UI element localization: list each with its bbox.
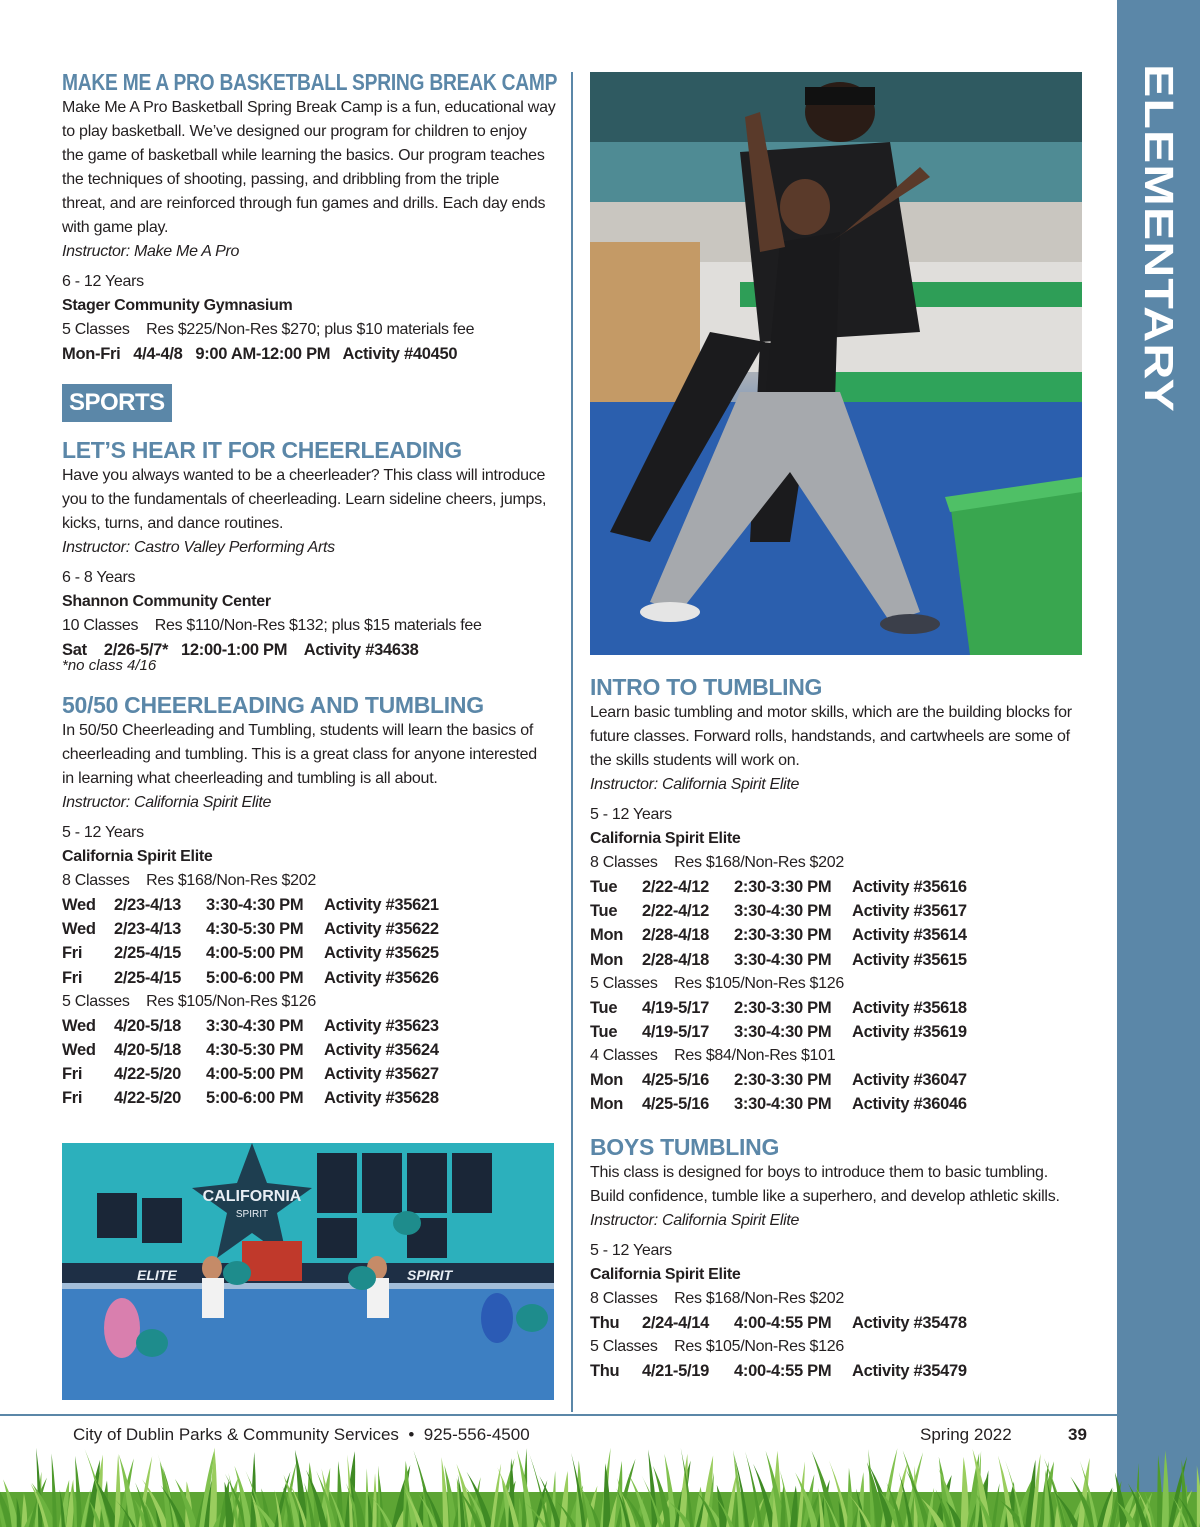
schedule-dates: 2/28-4/18 xyxy=(642,926,710,945)
boys-description: This class is designed for boys to introduce them to basic tumbling. Build confidence, tumble like a superhero, and develop athletic skills. xyxy=(590,1163,1060,1205)
schedule-row xyxy=(62,1086,557,1110)
sidebar-title: ELEMENTARY xyxy=(1135,63,1182,413)
schedule-dates: 4/20-5/18 xyxy=(114,1041,182,1060)
schedule-row xyxy=(62,1014,557,1038)
intro-fee-1: 8 Classes Res $168/Non-Res $202 xyxy=(590,854,844,871)
fifty-description: In 50/50 Cheerleading and Tumbling, students will learn the basics of cheerleading and tumbling. This is a great class for anyone interested in learning what cheerleading and tumbling is all about. xyxy=(62,722,537,787)
camp-title: MAKE ME A PRO BASKETBALL SPRING BREAK CAMP xyxy=(62,69,558,95)
schedule-time: 4:00-4:55 PM xyxy=(734,1313,832,1332)
grass-blade xyxy=(115,1454,121,1527)
schedule-dates: 2/25-4/15 xyxy=(114,968,182,987)
banner-sub: SPIRIT xyxy=(235,1209,269,1220)
schedule-dates: 4/25-5/16 xyxy=(642,1071,710,1090)
intro-ages: 5 - 12 Years xyxy=(590,806,672,823)
schedule-day: Thu xyxy=(590,1361,620,1380)
schedule-time: 4:30-5:30 PM xyxy=(206,920,304,939)
schedule-day: Fri xyxy=(62,968,83,987)
cheer-description: Have you always wanted to be a cheerleader? This class will introduce you to the fundamentals of cheerleading. Learn sideline cheers, jumps, kicks, turns, and dance routines. xyxy=(62,467,547,532)
fifty-section xyxy=(62,691,557,1111)
schedule-dates: 4/22-5/20 xyxy=(114,1089,182,1108)
schedule-time: 2:30-3:30 PM xyxy=(734,998,832,1017)
boys-title: BOYS TUMBLING xyxy=(590,1133,780,1160)
schedule-row xyxy=(590,899,1085,923)
fifty-schedule-1 xyxy=(62,893,557,990)
schedule-row xyxy=(590,1020,1085,1044)
schedule-day: Fri xyxy=(62,944,83,963)
schedule-act: Activity #35627 xyxy=(324,1065,439,1084)
left-column xyxy=(62,68,557,1119)
intro-fee-3: 4 Classes Res $84/Non-Res $101 xyxy=(590,1047,836,1065)
page-number: 39 xyxy=(1068,1425,1087,1444)
wall-text-right: SPIRIT xyxy=(407,1267,453,1283)
camp-description: Make Me A Pro Basketball Spring Break Camp is a fun, educational way to play basketball. We’ve designed our program for children to enjoy the game of basketball while learning the basics. Our program teaches the techniques of shooting, passing, and dribbling from the triple threat, and are reinforced through fun games and drills. Each day ends with game play. xyxy=(62,99,556,236)
camp-section xyxy=(62,68,557,366)
schedule-row xyxy=(62,966,557,990)
schedule-day: Tue xyxy=(590,878,618,896)
grass-decoration xyxy=(0,1447,1200,1527)
schedule-act: Activity #35616 xyxy=(852,878,967,896)
schedule-time: 4:00-5:00 PM xyxy=(206,944,304,963)
cheer-ages: 6 - 8 Years xyxy=(62,569,136,586)
schedule-time: 3:30-4:30 PM xyxy=(734,902,832,921)
camp-location: Stager Community Gymnasium xyxy=(62,297,293,314)
schedule-day: Fri xyxy=(62,1065,83,1084)
grass-blade xyxy=(847,1468,853,1527)
schedule-act: Activity #35624 xyxy=(324,1041,439,1060)
schedule-day: Wed xyxy=(62,1016,96,1035)
schedule-row xyxy=(62,893,557,917)
footer-season: Spring 2022 xyxy=(920,1425,1012,1444)
wall-text-left: ELITE xyxy=(137,1267,177,1283)
banner-text: CALIFORNIA xyxy=(202,1188,302,1205)
schedule-time: 5:00-6:00 PM xyxy=(206,1089,304,1108)
fifty-schedule-2 xyxy=(62,1014,557,1111)
schedule-act: Activity #35479 xyxy=(852,1361,967,1380)
fifty-fee-2: 5 Classes Res $105/Non-Res $126 xyxy=(62,992,316,1010)
schedule-day: Tue xyxy=(590,1023,618,1042)
schedule-row xyxy=(590,948,1085,972)
boys-section xyxy=(590,1133,1085,1383)
intro-section xyxy=(590,673,1085,1117)
camp-fee: 5 Classes Res $225/Non-Res $270; plus $10 materials fee xyxy=(62,321,475,338)
boys-location: California Spirit Elite xyxy=(590,1265,741,1283)
intro-schedule-3 xyxy=(590,1068,1085,1116)
schedule-time: 4:00-5:00 PM xyxy=(206,1065,304,1084)
grass-blade xyxy=(1157,1455,1163,1527)
schedule-dates: 2/28-4/18 xyxy=(642,950,710,969)
intro-schedule-1 xyxy=(590,875,1085,972)
schedule-time: 4:30-5:30 PM xyxy=(206,1041,304,1060)
grass-blade xyxy=(1162,1450,1169,1527)
grass-blade xyxy=(961,1457,969,1527)
fifty-fee-1: 8 Classes Res $168/Non-Res $202 xyxy=(62,872,316,889)
boys-schedule-2 xyxy=(590,1359,1085,1383)
schedule-day: Thu xyxy=(590,1313,620,1332)
boys-ages: 5 - 12 Years xyxy=(590,1241,672,1259)
schedule-row xyxy=(590,996,1085,1020)
schedule-act: Activity #35615 xyxy=(852,950,967,969)
fifty-location: California Spirit Elite xyxy=(62,848,213,865)
cheer-schedule: Sat 2/26-5/7* 12:00-1:00 PM Activity #34638 xyxy=(62,641,419,659)
schedule-act: Activity #35617 xyxy=(852,902,967,921)
schedule-row xyxy=(590,1092,1085,1116)
schedule-time: 2:30-3:30 PM xyxy=(734,878,832,896)
schedule-dates: 4/19-5/17 xyxy=(642,998,710,1017)
schedule-time: 2:30-3:30 PM xyxy=(734,1071,832,1090)
schedule-act: Activity #35619 xyxy=(852,1023,967,1042)
cheer-section xyxy=(62,436,557,673)
schedule-day: Wed xyxy=(62,920,96,939)
schedule-act: Activity #35478 xyxy=(852,1313,967,1332)
intro-schedule-2 xyxy=(590,996,1085,1044)
schedule-act: Activity #35626 xyxy=(324,968,439,987)
schedule-row xyxy=(590,1359,1085,1383)
schedule-day: Wed xyxy=(62,1041,96,1060)
schedule-time: 3:30-4:30 PM xyxy=(206,1016,304,1035)
schedule-day: Mon xyxy=(590,1071,624,1090)
right-column xyxy=(590,673,1085,1391)
camp-instructor: Instructor: Make Me A Pro xyxy=(62,243,240,260)
intro-fee-2: 5 Classes Res $105/Non-Res $126 xyxy=(590,974,844,992)
fifty-ages: 5 - 12 Years xyxy=(62,824,144,841)
schedule-time: 3:30-4:30 PM xyxy=(206,896,304,914)
schedule-time: 5:00-6:00 PM xyxy=(206,968,304,987)
footer-rule xyxy=(0,1414,1117,1416)
cheer-note: *no class 4/16 xyxy=(62,657,157,674)
sports-badge: SPORTS xyxy=(62,384,172,422)
schedule-dates: 2/23-4/13 xyxy=(114,896,182,914)
cheer-instructor: Instructor: Castro Valley Performing Arts xyxy=(62,539,335,556)
camp-ages: 6 - 12 Years xyxy=(62,273,144,290)
schedule-row xyxy=(590,923,1085,947)
cheer-photo xyxy=(62,1143,554,1400)
schedule-day: Mon xyxy=(590,950,624,969)
column-divider xyxy=(571,72,573,1412)
schedule-day: Mon xyxy=(590,1095,624,1114)
cheer-title: LET’S HEAR IT FOR CHEERLEADING xyxy=(62,437,462,463)
tumbling-photo xyxy=(590,72,1082,655)
cheer-photo-illustration xyxy=(62,1143,554,1400)
schedule-act: Activity #35628 xyxy=(324,1089,439,1108)
intro-description: Learn basic tumbling and motor skills, which are the building blocks for future classes. Forward rolls, handstands, and cartwheels are some of the skills students will work on. xyxy=(590,704,1072,769)
footer-org: City of Dublin Parks & Community Services • 925-556-4500 xyxy=(73,1425,530,1444)
intro-title: INTRO TO TUMBLING xyxy=(590,674,823,700)
schedule-day: Mon xyxy=(590,926,624,945)
schedule-dates: 4/20-5/18 xyxy=(114,1016,182,1035)
boys-instructor: Instructor: California Spirit Elite xyxy=(590,1211,800,1229)
schedule-dates: 2/25-4/15 xyxy=(114,944,182,963)
grass-blade xyxy=(603,1463,610,1527)
camp-schedule: Mon-Fri 4/4-4/8 9:00 AM-12:00 PM Activity #40450 xyxy=(62,345,458,363)
schedule-act: Activity #35622 xyxy=(324,920,439,939)
schedule-row xyxy=(590,875,1085,899)
schedule-act: Activity #36046 xyxy=(852,1095,967,1114)
intro-instructor: Instructor: California Spirit Elite xyxy=(590,776,800,793)
schedule-dates: 2/22-4/12 xyxy=(642,902,710,921)
boys-schedule-1 xyxy=(590,1311,1085,1335)
cheer-location: Shannon Community Center xyxy=(62,593,271,610)
schedule-act: Activity #36047 xyxy=(852,1071,967,1090)
schedule-act: Activity #35625 xyxy=(324,944,439,963)
schedule-act: Activity #35618 xyxy=(852,998,967,1017)
schedule-dates: 2/23-4/13 xyxy=(114,920,182,939)
schedule-day: Tue xyxy=(590,902,618,921)
cheer-fee: 10 Classes Res $110/Non-Res $132; plus $15 materials fee xyxy=(62,617,482,634)
schedule-row xyxy=(62,1062,557,1086)
schedule-dates: 4/25-5/16 xyxy=(642,1095,710,1114)
schedule-dates: 2/22-4/12 xyxy=(642,878,710,896)
schedule-time: 3:30-4:30 PM xyxy=(734,1023,832,1042)
schedule-row xyxy=(62,917,557,941)
fifty-title: 50/50 CHEERLEADING AND TUMBLING xyxy=(62,692,484,718)
schedule-time: 2:30-3:30 PM xyxy=(734,926,832,945)
tumbling-photo-illustration xyxy=(590,72,1082,655)
boys-fee-1: 8 Classes Res $168/Non-Res $202 xyxy=(590,1289,844,1307)
schedule-dates: 4/22-5/20 xyxy=(114,1065,182,1084)
schedule-time: 3:30-4:30 PM xyxy=(734,1095,832,1114)
schedule-time: 4:00-4:55 PM xyxy=(734,1361,832,1380)
schedule-day: Tue xyxy=(590,998,618,1017)
intro-location: California Spirit Elite xyxy=(590,830,741,847)
schedule-dates: 2/24-4/14 xyxy=(642,1313,710,1332)
schedule-day: Fri xyxy=(62,1089,83,1108)
schedule-act: Activity #35623 xyxy=(324,1016,439,1035)
schedule-row xyxy=(590,1311,1085,1335)
schedule-day: Wed xyxy=(62,896,96,914)
schedule-row xyxy=(62,941,557,965)
schedule-dates: 4/21-5/19 xyxy=(642,1361,710,1380)
schedule-row xyxy=(62,1038,557,1062)
schedule-row xyxy=(590,1068,1085,1092)
schedule-dates: 4/19-5/17 xyxy=(642,1023,710,1042)
boys-fee-2: 5 Classes Res $105/Non-Res $126 xyxy=(590,1337,844,1355)
schedule-act: Activity #35621 xyxy=(324,896,439,914)
fifty-instructor: Instructor: California Spirit Elite xyxy=(62,794,272,811)
schedule-act: Activity #35614 xyxy=(852,926,967,945)
schedule-time: 3:30-4:30 PM xyxy=(734,950,832,969)
